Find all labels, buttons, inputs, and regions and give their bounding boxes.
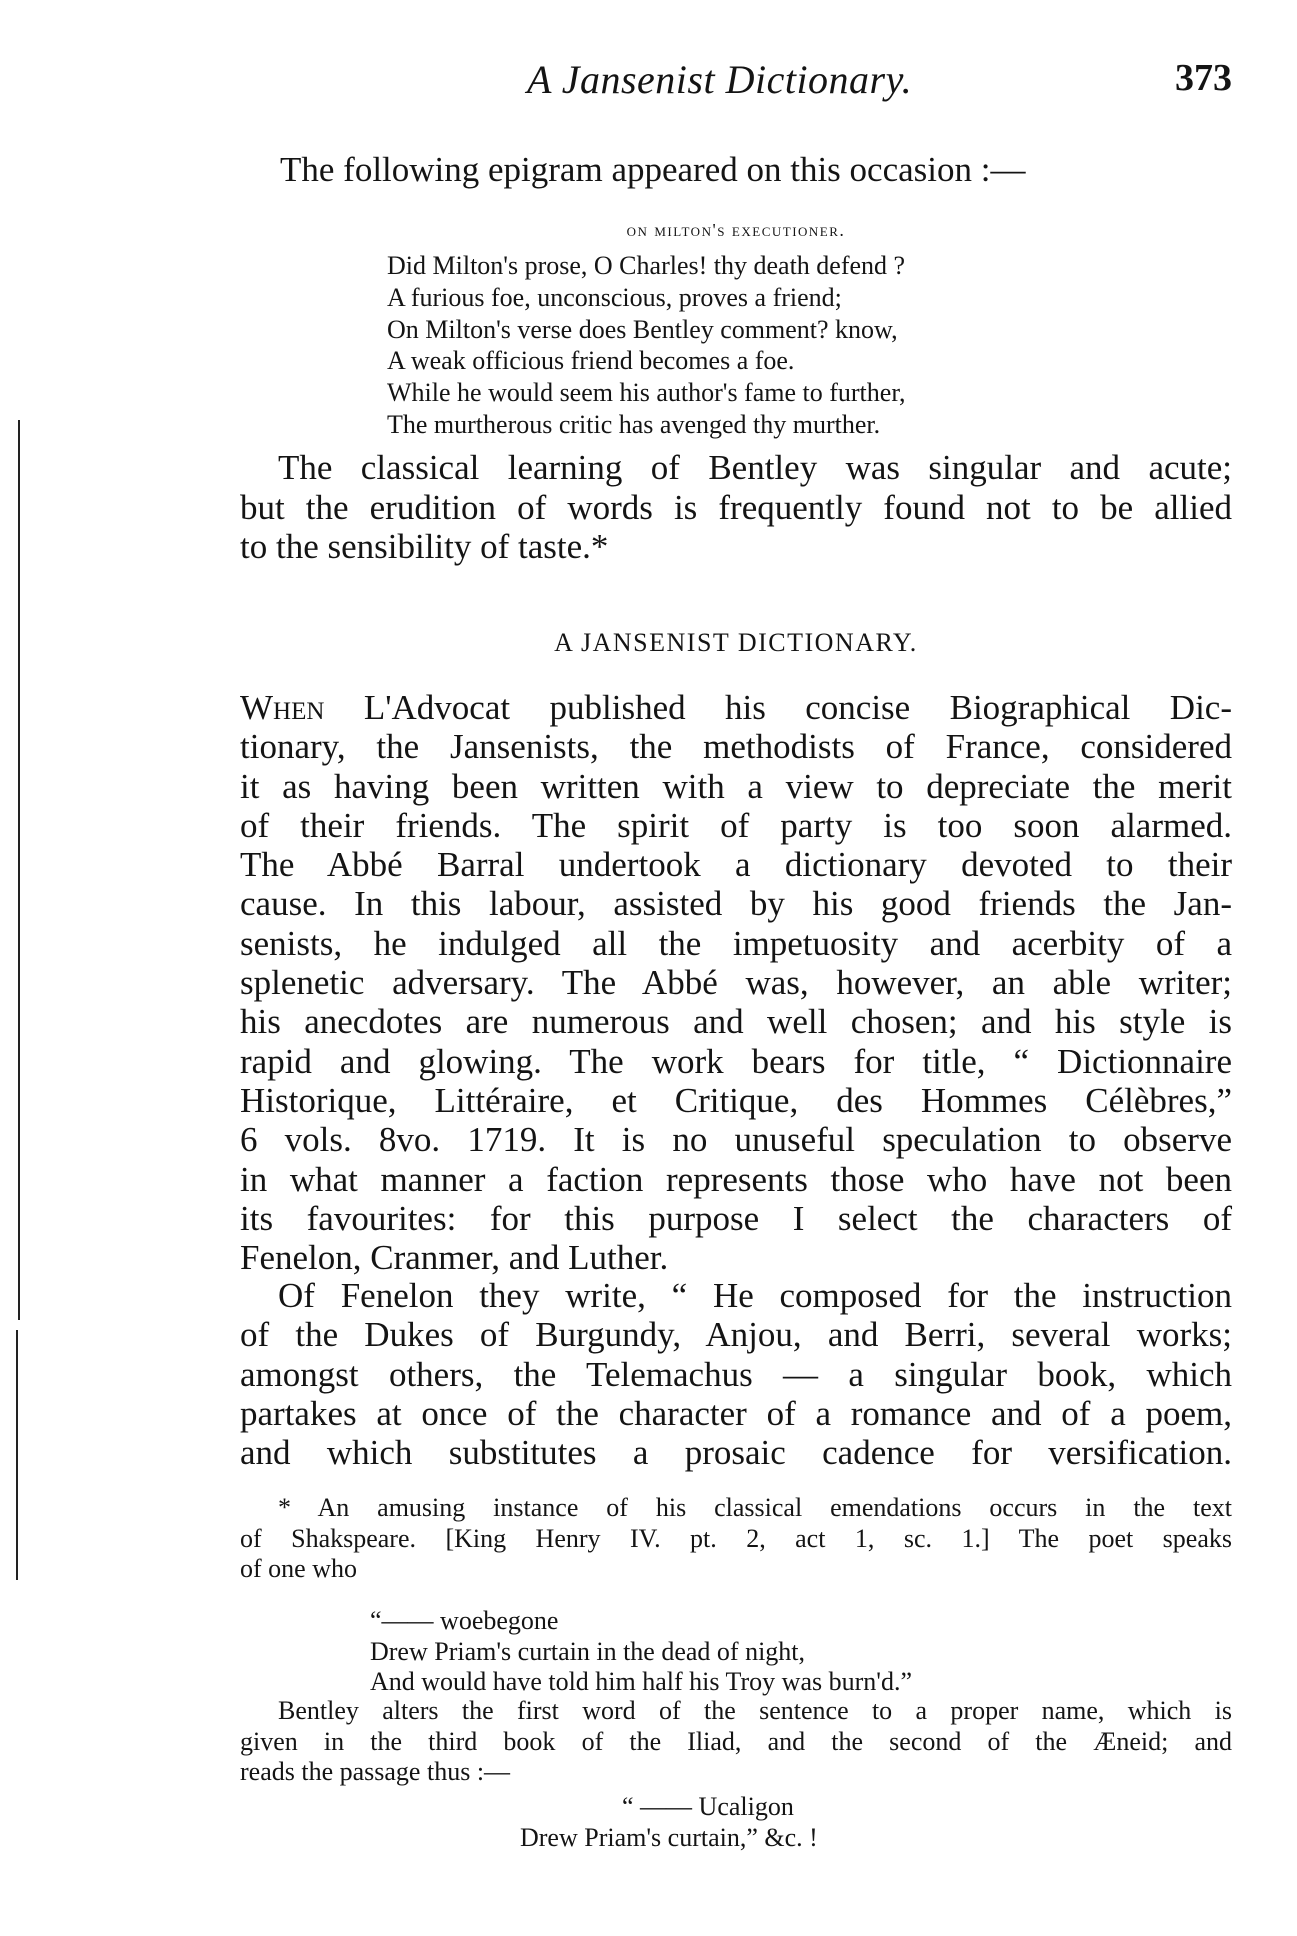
paragraph-jansenist <box>240 688 1232 1277</box>
footnote-verse-line: Drew Priam's curtain,” &c. ! <box>520 1822 818 1852</box>
epigram-line: While he would seem his author's fame to further, <box>387 378 906 408</box>
epigram-line: The murtherous critic has avenged thy murther. <box>387 409 881 439</box>
epigram-line: Did Milton's prose, O Charles! thy death defend ? <box>387 251 906 280</box>
footnote-line: of Shakspeare. [King Henry IV. pt. 2, act 1, sc. 1.] The poet speaks <box>240 1523 1232 1553</box>
footnote-line: Bentley alters the first word of the sentence to a proper name, which is <box>278 1696 1232 1725</box>
epigram <box>387 250 905 441</box>
scan-edge-mark <box>18 420 20 1320</box>
footnote-verse-2 <box>520 1792 1020 1853</box>
text-line: senists, he indulged all the impetuosity and acerbity of a <box>240 923 1232 963</box>
text-line: of the Dukes of Burgundy, Anjou, and Berri, several works; <box>240 1315 1232 1355</box>
text-line: Of Fenelon they write, “ He composed for the instruction <box>278 1276 1232 1315</box>
text-line: his anecdotes are numerous and well chosen; and his style is <box>240 1002 1232 1042</box>
paragraph-fenelon <box>240 1276 1232 1472</box>
epigram-line: On Milton's verse does Bentley comment? know, <box>387 314 898 344</box>
text-line: 6 vols. 8vo. 1719. It is no unuseful speculation to observe <box>240 1120 1232 1160</box>
page-number: 373 <box>1175 57 1232 99</box>
section-heading: A JANSENIST DICTIONARY. <box>554 628 918 657</box>
running-head-title: A Jansenist Dictionary. <box>527 57 913 102</box>
footnote-line: reads the passage thus :— <box>240 1757 511 1786</box>
text-line: of their friends. The spirit of party is too soon alarmed. <box>240 805 1232 845</box>
footnote-line: of one who <box>240 1554 357 1583</box>
text-line: splenetic adversary. The Abbé was, however, an able writer; <box>240 963 1232 1003</box>
text-line: Fenelon, Cranmer, and Luther. <box>240 1238 669 1278</box>
text-line: rapid and glowing. The work bears for title, “ Dictionnaire <box>240 1041 1232 1081</box>
text-line-first <box>240 688 1232 727</box>
intro-line: The following epigram appeared on this occasion :— <box>280 150 1026 189</box>
text-line: The classical learning of Bentley was singular and acute; <box>278 448 1232 487</box>
text-line: tionary, the Jansenists, the methodists of France, considered <box>240 727 1232 767</box>
text-line: its favourites: for this purpose I select the characters of <box>240 1198 1232 1238</box>
opening-word: When <box>240 688 325 727</box>
running-head <box>240 56 1232 116</box>
footnote-verse-line: “—— woebegone <box>370 1606 559 1635</box>
text-line: but the erudition of words is frequently found not to be allied <box>240 487 1232 527</box>
text-line: cause. In this labour, assisted by his good friends the Jan- <box>240 884 1232 924</box>
text-line: Historique, Littéraire, et Critique, des Hommes Célèbres,” <box>240 1080 1232 1120</box>
footnote-line: given in the third book of the Iliad, and the second of the Æneid; and <box>240 1726 1232 1756</box>
first-line-rest: L'Advocat published his concise Biographical Dic- <box>324 688 1232 727</box>
text-line: it as having been written with a view to depreciate the merit <box>240 766 1232 806</box>
footnote-verse-line: “ —— Ucaligon <box>622 1792 794 1821</box>
footnote <box>240 1493 1232 1585</box>
footnote-verse <box>370 1606 912 1698</box>
text-line: partakes at once of the character of a romance and of a poem, <box>240 1393 1232 1433</box>
text-line: in what manner a faction represents those who have not been <box>240 1159 1232 1199</box>
epigram-title: on milton's executioner. <box>626 220 846 240</box>
footnote-verse-line: Drew Priam's curtain in the dead of night, <box>370 1636 806 1666</box>
scan-edge-mark <box>16 1330 18 1580</box>
epigram-line: A furious foe, unconscious, proves a friend; <box>387 282 842 312</box>
text-line: The Abbé Barral undertook a dictionary devoted to their <box>240 845 1232 885</box>
epigram-line: A weak officious friend becomes a foe. <box>387 346 795 376</box>
text-line: to the sensibility of taste.* <box>240 527 609 566</box>
text-line: amongst others, the Telemachus — a singular book, which <box>240 1354 1232 1394</box>
footnote-continued <box>240 1696 1232 1788</box>
paragraph-bentley <box>240 448 1232 567</box>
text-line: and which substitutes a prosaic cadence for versification. <box>240 1433 1232 1473</box>
footnote-verse-line: And would have told him half his Troy was burn'd.” <box>370 1667 912 1696</box>
footnote-line: * An amusing instance of his classical emendations occurs in the text <box>278 1493 1232 1522</box>
